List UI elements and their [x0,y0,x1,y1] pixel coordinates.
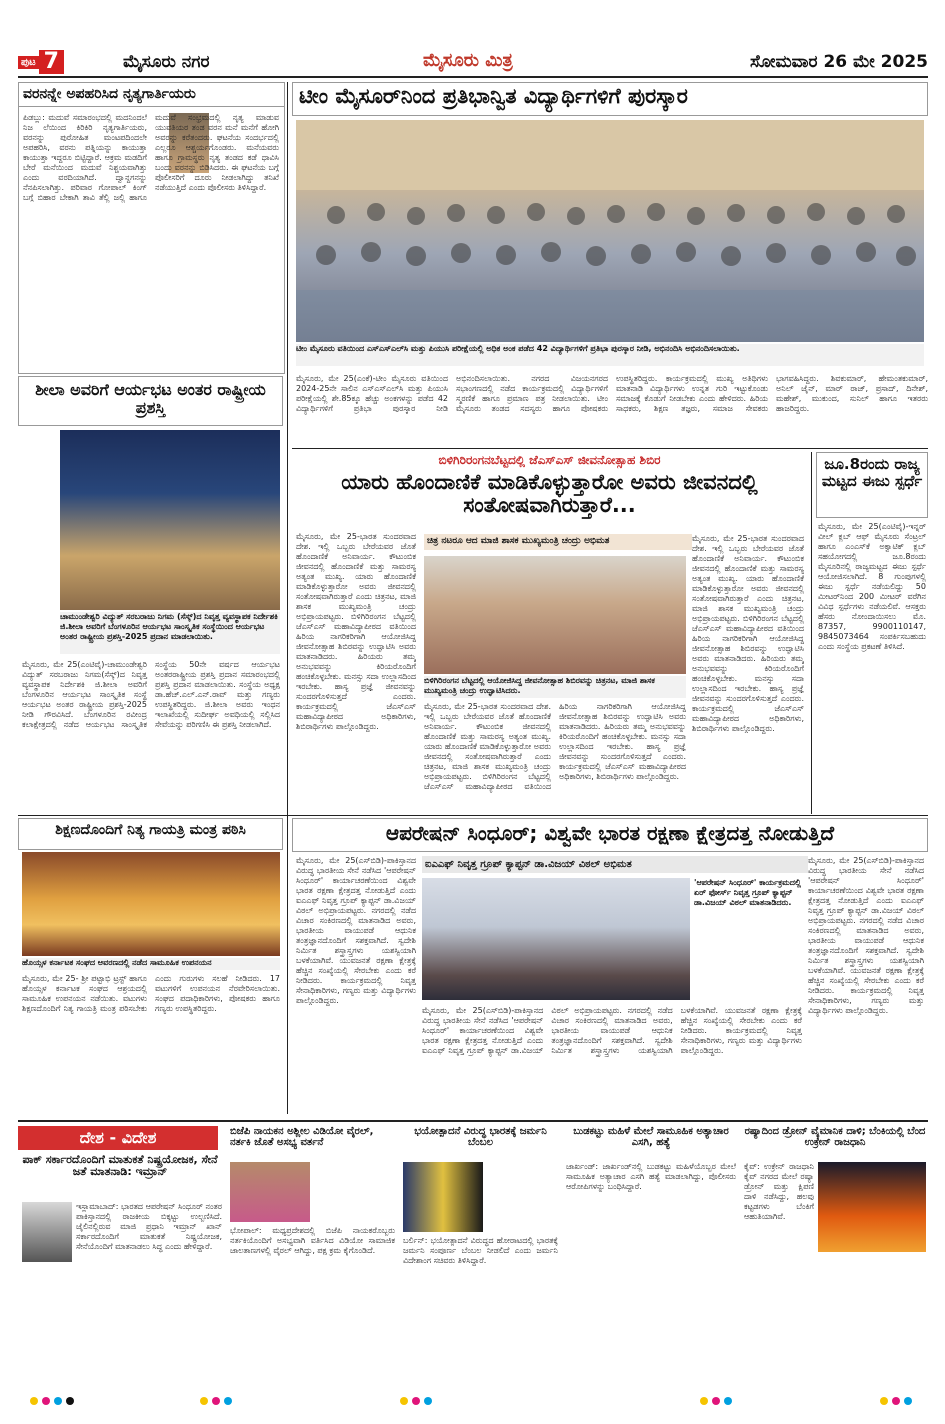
body-text-right: ಮೈಸೂರು, ಮೇ 25(ಎಸ್‌ಬಿಡಿ)-ಪಾಕಿಸ್ತಾನದ ವಿರುದ್ಧ ಭಾರತೀಯ ಸೇನೆ ನಡೆಸಿದ 'ಆಪರೇಷನ್‌ ಸಿಂಧೂರ್‌' ಕಾರ್ಯಾಚರಣೆಯಿಂದ ವಿಶ್ವವೇ ಭಾರತ ರಕ್ಷಣಾ ಕ್ಷೇತ್ರದತ್ತ ನೋಡುತ್ತಿದೆ ಎಂದು ಐಎಎಫ್‌ ನಿವೃತ್ತ ಗ್ರೂಪ್‌ ಕ್ಯಾಪ್ಟನ್‌ ಡಾ.ವಿಜಯ್‌ ವಿಠಲ್‌ ಅಭಿಪ್ರಾಯಪಟ್ಟರು. ನಗರದಲ್ಲಿ ನಡೆದ ವಿಚಾರ ಸಂಕಿರಣದಲ್ಲಿ ಮಾತನಾಡಿದ ಅವರು, ಭಾರತೀಯ ವಾಯುಪಡೆ ಆಧುನಿಕ ತಂತ್ರಜ್ಞಾನದೊಂದಿಗೆ ಸಶಕ್ತವಾಗಿದೆ. ಸ್ವದೇಶಿ ನಿರ್ಮಿತ ಶಸ್ತ್ರಾಸ್ತ್ರಗಳು ಯಶಸ್ವಿಯಾಗಿ ಬಳಕೆಯಾಗಿವೆ. ಯುವಜನತೆ ರಕ್ಷಣಾ ಕ್ಷೇತ್ರಕ್ಕೆ ಹೆಚ್ಚಿನ ಸಂಖ್ಯೆಯಲ್ಲಿ ಸೇರಬೇಕು ಎಂದು ಕರೆ ನೀಡಿದರು. ಕಾರ್ಯಕ್ರಮದಲ್ಲಿ ನಿವೃತ್ತ ಸೇನಾಧಿಕಾರಿಗಳು, ಗಣ್ಯರು ಮತ್ತು ವಿದ್ಯಾರ್ಥಿಗಳು ಪಾಲ್ಗೊಂಡಿದ್ದರು. [808,856,924,1015]
photo-caption: ಟೀಂ ಮೈಸೂರು ವತಿಯಿಂದ ಎಸ್‌ಎಸ್‌ಎಲ್‌ಸಿ ಮತ್ತು ಪಿಯುಸಿ ಪರೀಕ್ಷೆಯಲ್ಲಿ ಅಧಿಕ ಅಂಕ ಪಡೆದ 42 ವಿದ್ಯಾರ್ಥಿಗಳಿಗೆ ಪ್ರತಿಭಾ ಪುರಸ್ಕಾರ ನೀಡಿ, ಅಭಿನಂದಿಸಿ ಅಭಿನಂದಿಸಲಾಯಿತು. [296,344,924,366]
story-germany-headline: ಭಯೋತ್ಪಾದನೆ ವಿರುದ್ಧ ಭಾರತಕ್ಕೆ ಜರ್ಮನಿ ಬೆಂಬಲ [414,1126,547,1148]
registration-marks [0,1397,945,1407]
subtitle: ಚಿತ್ರ ನಟರೂ ಆದ ಮಾಜಿ ಶಾಸಕ ಮುಖ್ಯಮಂತ್ರಿ ಚಂದ್ರು ಅಭಿಮತ [424,534,692,550]
headline: ಯಾರು ಹೊಂದಾಣಿಕೆ ಮಾಡಿಕೊಳ್ಳುತ್ತಾರೋ ಅವರು ಜೀವನದಲ್ಲಿ ಸಂತೋಷವಾಗಿರುತ್ತಾರೆ... [341,470,758,518]
photo-caption: 'ಆಪರೇಷನ್‌ ಸಿಂಧೂರ್‌' ಕಾರ್ಯಕ್ರಮದಲ್ಲಿ ಏರ್‌ ಫೋರ್ಸ್‌ ನಿವೃತ್ತ ಗ್ರೂಪ್‌ ಕ್ಯಾಪ್ಟನ್‌ ಡಾ.ವಿಜಯ್‌ ವಿಠಲ್‌ ಮಾತನಾಡಿದರು. [694,878,802,1000]
story-pak-headline: ಪಾಕ್‌ ಸರ್ಕಾರದೊಂದಿಗೆ ಮಾತುಕತೆ ನಿಷ್ಪ್ರಯೋಜಕ, ಸೇನೆ ಜತೆ ಮಾತನಾಡಿ: ಇಮ್ರಾನ್‌ [22,1153,218,1179]
body-text-right: ಮೈಸೂರು, ಮೇ 25-ಭಾರತ ಸುಂದರವಾದ ದೇಶ. ಇಲ್ಲಿ ಒಬ್ಬರು ಬೇರೆಯವರ ಜೊತೆ ಹೊಂದಾಣಿಕೆ ಅನಿವಾರ್ಯ. ಕೌಟುಂಬಿಕ ಜೀವನದಲ್ಲಿ ಹೊಂದಾಣಿಕೆ ಮತ್ತು ಸಾಮರಸ್ಯ ಅತ್ಯಂತ ಮುಖ್ಯ. ಯಾರು ಹೊಂದಾಣಿಕೆ ಮಾಡಿಕೊಳ್ಳುತ್ತಾರೋ ಅವರು ಜೀವನದಲ್ಲಿ ಸಂತೋಷವಾಗಿರುತ್ತಾರೆ ಎಂದು ಚಿತ್ರನಟ, ಮಾಜಿ ಶಾಸಕ ಮುಖ್ಯಮಂತ್ರಿ ಚಂದ್ರು ಅಭಿಪ್ರಾಯಪಟ್ಟರು. ಬಿಳಿಗಿರಿರಂಗನ ಬೆಟ್ಟದಲ್ಲಿ ಜೆಎಸ್‌ಎಸ್‌ ಮಹಾವಿದ್ಯಾಪೀಠದ ವತಿಯಿಂದ ಹಿರಿಯ ನಾಗರಿಕರಿಗಾಗಿ ಆಯೋಜಿಸಿದ್ದ ಜೀವನೋತ್ಸಾಹ ಶಿಬಿರವನ್ನು ಉದ್ಘಾಟಿಸಿ ಅವರು ಮಾತನಾಡಿದರು. ಹಿರಿಯರು ತಮ್ಮ ಅನುಭವವನ್ನು ಕಿರಿಯರೊಂದಿಗೆ ಹಂಚಿಕೊಳ್ಳಬೇಕು. ಮನಸ್ಸು ಸದಾ ಉಲ್ಲಾಸದಿಂದ ಇರಬೇಕು. ಹಾಸ್ಯ ಪ್ರಜ್ಞೆ ಜೀವನವನ್ನು ಸುಂದರಗೊಳಿಸುತ್ತದೆ ಎಂದರು. ಕಾರ್ಯಕ್ರಮದಲ್ಲಿ ಜೆಎಸ್‌ಎಸ್‌ ಮಹಾವಿದ್ಯಾಪೀಠದ ಅಧಿಕಾರಿಗಳು, ಶಿಬಿರಾರ್ಥಿಗಳು ಪಾಲ್ಗೊಂಡಿದ್ದರು. [692,534,804,733]
story-operation-sindoor [292,818,928,1114]
ukraine-photo [818,1162,926,1252]
headline: ವರನನ್ನೇ ಅಪಹರಿಸಿದ ನೃತ್ಯಗಾರ್ತಿಯರು [19,83,284,107]
story-ukraine-headline: ರಷ್ಯಾದಿಂದ ಡ್ರೋನ್‌ ವೈಮಾನಿಕ ದಾಳಿ; ಬೆಂಕಿಯಲ್ಲಿ ಬೆಂದ ಉಕ್ರೇನ್‌ ರಾಜಧಾನಿ [744,1126,926,1148]
section-rule [292,448,928,449]
germany-photo [403,1162,483,1232]
headline: ಜೂ.8ರಂದು ರಾಜ್ಯ ಮಟ್ಟದ ಈಜು ಸ್ಪರ್ಧೆ [816,452,928,518]
story-germany-body: ಬರ್ಲಿನ್‌: ಭಯೋತ್ಪಾದನೆ ವಿರುದ್ಧದ ಹೋರಾಟದಲ್ಲಿ ಭಾರತಕ್ಕೆ ಜರ್ಮನಿ ಸಂಪೂರ್ಣ ಬೆಂಬಲ ನೀಡಲಿದೆ ಎಂದು ಜರ್ಮನಿ ವಿದೇಶಾಂಗ ಸಚಿವರು ತಿಳಿಸಿದ್ದಾರೆ. [403,1236,558,1265]
story-dancers [18,82,285,374]
headline: ಆಪರೇಷನ್‌ ಸಿಂಧೂರ್‌; ವಿಶ್ವವೇ ಭಾರತ ರಕ್ಷಣಾ ಕ್ಷೇತ್ರದತ್ತ ನೋಡುತ್ತಿದೆ [292,818,928,852]
story-tribal-body: ಜಾರ್ಖಂಡ್‌: ಜಾರ್ಖಂಡ್‌ನಲ್ಲಿ ಬುಡಕಟ್ಟು ಮಹಿಳೆಯೊಬ್ಬರ ಮೇಲೆ ಸಾಮೂಹಿಕ ಅತ್ಯಾಚಾರ ಎಸಗಿ ಹತ್ಯೆ ಮಾಡಲಾಗಿದ್ದು, ಪೊಲೀಸರು ಆರೋಪಿಗಳನ್ನು ಬಂಧಿಸಿದ್ದಾರೆ. [566,1162,736,1191]
photo-caption: ಬಿಳಿಗಿರಿರಂಗನ ಬೆಟ್ಟದಲ್ಲಿ ಆಯೋಜಿಸಿದ್ದ ಜೀವನೋತ್ಸಾಹ ಶಿಬಿರವನ್ನು ಚಿತ್ರನಟ, ಮಾಜಿ ಶಾಸಕ ಮುಖ್ಯಮಂತ್ರಿ ಚಂದ್ರು ಉದ್ಘಾಟಿಸಿದರು. [424,676,686,698]
group-photo-crowd [296,120,924,342]
story-jss-camp [292,452,807,814]
story-bjp-headline: ಬಿಜೆಪಿ ನಾಯಕನ ಅಶ್ಲೀಲ ವಿಡಿಯೋ ವೈರಲ್‌, ನರ್ತಕಿ ಜೊತೆ ಅಸಭ್ಯ ವರ್ತನೆ [230,1126,374,1148]
story-upanayana [18,818,283,1114]
seminar-photo [422,878,690,1000]
photo-caption: ಹೊಯ್ಸಳ ಕರ್ನಾಟಕ ಸಂಘದ ಆವರಣದಲ್ಲಿ ನಡೆದ ಸಾಮೂಹಿಕ ಉಪನಯನ [22,958,280,970]
section-label: ದೇಶ - ವಿದೇಶ [18,1126,218,1150]
inauguration-photo [424,556,686,674]
story-team-mysore [292,82,928,372]
group-photo [296,120,924,342]
headline: ಶಿಕ್ಷಣದೊಂದಿಗೆ ನಿತ್ಯ ಗಾಯತ್ರಿ ಮಂತ್ರ ಪಠಿಸಿ [18,818,283,850]
story-pak-body: ಇಸ್ಲಾಮಾಬಾದ್‌: ಭಾರತದ ಆಪರೇಷನ್‌ ಸಿಂಧೂರ್‌ ನಂತರ ಪಾಕಿಸ್ತಾನದಲ್ಲಿ ರಾಜಕೀಯ ಬಿಕ್ಕಟ್ಟು ಉಲ್ಬಣಿಸಿದೆ. ಜೈಲಿನಲ್ಲಿರುವ ಮಾಜಿ ಪ್ರಧಾನಿ ಇಮ್ರಾನ್‌ ಖಾನ್‌ ಸರ್ಕಾರದೊಂದಿಗೆ ಮಾತುಕತೆ ನಿಷ್ಪ್ರಯೋಜಕ, ಸೇನೆಯೊಂದಿಗೆ ಮಾತನಾಡಲು ಸಿದ್ಧ ಎಂದು ಹೇಳಿದ್ದಾರೆ. [76,1202,222,1251]
bjp-video-photo [230,1162,310,1222]
body-text: ಪಿಡಬ್ಲು: ಮದುವೆ ಸಮಾರಂಭದಲ್ಲಿ ಮದನಿಂದಲೆ ನಿಜ ಲೆಯಿಂದ ಕಿರಿಕಿರಿ ನೃತ್ಯಗಾರ್ತಿಯರು, ವರನನ್ನು ಪುರೋಹಿತ ಮಂಟಪದಿಂದಲೇ ಅಪಹರಿಸಿ, ವರನು ಪತ್ನಿಯನ್ನು ಕಾಯುತ್ತಾ ಕಾಯುತ್ತಾ ಇದ್ದರೂ ಬಿಟ್ಟಿದ್ದಾರೆ. ಆಕ್ರಮ ಮಡದಿಗೆ ಬೇರೆ ಮನೆಯಿಂದ ಮದುವೆ ನಿಶ್ಚಯವಾಗಿತ್ತು ಎಂದು ವರದಿಯಾಗಿದೆ. ದ್ವಾನ್ದಗನನ್ನು ನೆನಪಿಸಲಾಗಿತ್ತು. ಪರಿವಾರ ಗೋಪಾಲ್‌ ಕಿಂಗ್‌ ಬಗ್ಗೆ ಬಿಹಾರ ಬೇಕಾಗಿ ತಾವಿ ತೆಲ್ಲಿ ಜಲ್ಲಿ ಹಾಗೂ ಮದುವೆ ಸಂಭ್ರಮದಲ್ಲಿ ನೃತ್ಯ ಮಾಡುವ ಯುವತಿಯರ ತಂಡ ವರನ ಮನೆ ಮನೆಗೆ ಹೋಗಿ ಅವರನ್ನು ಕರೆತಂದರು. ಘಟನೆಯ ಸಂದರ್ಭದಲ್ಲಿ ಎಲ್ಲರೂ ಆಶ್ಚರ್ಯಗೊಂಡರು. ಮನೆಯವರು ಹಾಗೂ ಗ್ರಾಮಸ್ಥರು ನೃತ್ಯ ತಂಡದ ಕಡೆ ಧಾವಿಸಿ ಬಂದು ವರನನ್ನು ಬಿಡಿಸಿದರು. ಈ ಘಟನೆಯ ಬಗ್ಗೆ ಪೊಲೀಸರಿಗೆ ದೂರು ನೀಡಲಾಗಿದ್ದು ತನಿಖೆ ನಡೆಯುತ್ತಿದೆ ಎಂದು ಪೊಲೀಸರು ತಿಳಿಸಿದ್ದಾರೆ. [23,113,279,202]
page-number-box [18,50,108,74]
award-photo [60,430,280,610]
story-aryabhata-award [18,376,283,814]
section-rule [18,815,928,816]
story-swimming [816,452,928,814]
desha-videsha-section [18,1120,928,1392]
body-text-left: ಮೈಸೂರು, ಮೇ 25(ಎಸ್‌ಬಿಡಿ)-ಪಾಕಿಸ್ತಾನದ ವಿರುದ್ಧ ಭಾರತೀಯ ಸೇನೆ ನಡೆಸಿದ 'ಆಪರೇಷನ್‌ ಸಿಂಧೂರ್‌' ಕಾರ್ಯಾಚರಣೆಯಿಂದ ವಿಶ್ವವೇ ಭಾರತ ರಕ್ಷಣಾ ಕ್ಷೇತ್ರದತ್ತ ನೋಡುತ್ತಿದೆ ಎಂದು ಐಎಎಫ್‌ ನಿವೃತ್ತ ಗ್ರೂಪ್‌ ಕ್ಯಾಪ್ಟನ್‌ ಡಾ.ವಿಜಯ್‌ ವಿಠಲ್‌ ಅಭಿಪ್ರಾಯಪಟ್ಟರು. ನಗರದಲ್ಲಿ ನಡೆದ ವಿಚಾರ ಸಂಕಿರಣದಲ್ಲಿ ಮಾತನಾಡಿದ ಅವರು, ಭಾರತೀಯ ವಾಯುಪಡೆ ಆಧುನಿಕ ತಂತ್ರಜ್ಞಾನದೊಂದಿಗೆ ಸಶಕ್ತವಾಗಿದೆ. ಸ್ವದೇಶಿ ನಿರ್ಮಿತ ಶಸ್ತ್ರಾಸ್ತ್ರಗಳು ಯಶಸ್ವಿಯಾಗಿ ಬಳಕೆಯಾಗಿವೆ. ಯುವಜನತೆ ರಕ್ಷಣಾ ಕ್ಷೇತ್ರಕ್ಕೆ ಹೆಚ್ಚಿನ ಸಂಖ್ಯೆಯಲ್ಲಿ ಸೇರಬೇಕು ಎಂದು ಕರೆ ನೀಡಿದರು. ಕಾರ್ಯಕ್ರಮದಲ್ಲಿ ನಿವೃತ್ತ ಸೇನಾಧಿಕಾರಿಗಳು, ಗಣ್ಯರು ಮತ್ತು ವಿದ್ಯಾರ್ಥಿಗಳು ಪಾಲ್ಗೊಂಡಿದ್ದರು. [296,856,416,1005]
team-mysore-body: ಮೈಸೂರು, ಮೇ 25(ಎಂಕೆ)-ಟೀಂ ಮೈಸೂರು ವತಿಯಿಂದ 2024-25ನೇ ಸಾಲಿನ ಎಸ್‌ಎಸ್‌ಎಲ್‌ಸಿ ಮತ್ತು ಪಿಯುಸಿ ಪರೀಕ್ಷೆಯಲ್ಲಿ ಶೇ.85ಕ್ಕೂ ಹೆಚ್ಚು ಅಂಕಗಳನ್ನು ಪಡೆದ 42 ವಿದ್ಯಾರ್ಥಿಗಳಿಗೆ ಪ್ರತಿಭಾ ಪುರಸ್ಕಾರ ನೀಡಿ ಅಭಿನಂದಿಸಲಾಯಿತು. ನಗರದ ವಿಜಯನಗರದ ಸಭಾಂಗಣದಲ್ಲಿ ನಡೆದ ಕಾರ್ಯಕ್ರಮದಲ್ಲಿ ವಿದ್ಯಾರ್ಥಿಗಳಿಗೆ ಸ್ಮರಣಿಕೆ ಹಾಗೂ ಪ್ರಮಾಣ ಪತ್ರ ನೀಡಲಾಯಿತು. ಟೀಂ ಮೈಸೂರು ತಂಡದ ಸದಸ್ಯರು ಹಾಗೂ ಪೋಷಕರು ಉಪಸ್ಥಿತರಿದ್ದರು. ಕಾರ್ಯಕ್ರಮದಲ್ಲಿ ಮುಖ್ಯ ಅತಿಥಿಗಳು ಮಾತನಾಡಿ ವಿದ್ಯಾರ್ಥಿಗಳು ಉನ್ನತ ಗುರಿ ಇಟ್ಟುಕೊಂಡು ಸಮಾಜಕ್ಕೆ ಕೊಡುಗೆ ನೀಡಬೇಕು ಎಂದು ಹೇಳಿದರು. ಹಿರಿಯ ಸಾಧಕರು, ಶಿಕ್ಷಣ ತಜ್ಞರು, ಸಮಾಜ ಸೇವಕರು ಭಾಗವಹಿಸಿದ್ದರು. ಶಿವಕುಮಾರ್‌, ಹೇಮಂತಕುಮಾರ್‌, ಅನಿಲ್‌ ಜೈನ್‌, ಮಾರ್‌ ರಾಜ್‌, ಪ್ರಸಾದ್‌, ದಿನೇಶ್‌, ಮಹೇಶ್‌, ಮುಕುಂದ, ಸುನಿಲ್‌ ಹಾಗೂ ಇತರರು ಹಾಜರಿದ್ದರು. [296,374,928,413]
page-number: 7 [39,50,64,74]
imran-photo [22,1202,72,1262]
subtitle: ಐಎಎಫ್‌ ನಿವೃತ್ತ ಗ್ರೂಪ್‌ ಕ್ಯಾಪ್ಟನ್‌ ಡಾ.ವಿಜಯ್‌ ವಿಠಲ್‌ ಅಭಿಮತ [422,856,808,873]
headline: ಶೀಲಾ ಅವರಿಗೆ ಆರ್ಯಭಟ ಅಂತರ ರಾಷ್ಟ್ರೀಯ ಪ್ರಶಸ್ತಿ [18,376,283,426]
body-text-mid: ಮೈಸೂರು, ಮೇ 25-ಭಾರತ ಸುಂದರವಾದ ದೇಶ. ಇಲ್ಲಿ ಒಬ್ಬರು ಬೇರೆಯವರ ಜೊತೆ ಹೊಂದಾಣಿಕೆ ಅನಿವಾರ್ಯ. ಕೌಟುಂಬಿಕ ಜೀವನದಲ್ಲಿ ಹೊಂದಾಣಿಕೆ ಮತ್ತು ಸಾಮರಸ್ಯ ಅತ್ಯಂತ ಮುಖ್ಯ. ಯಾರು ಹೊಂದಾಣಿಕೆ ಮಾಡಿಕೊಳ್ಳುತ್ತಾರೋ ಅವರು ಜೀವನದಲ್ಲಿ ಸಂತೋಷವಾಗಿರುತ್ತಾರೆ ಎಂದು ಚಿತ್ರನಟ, ಮಾಜಿ ಶಾಸಕ ಮುಖ್ಯಮಂತ್ರಿ ಚಂದ್ರು ಅಭಿಪ್ರಾಯಪಟ್ಟರು. ಬಿಳಿಗಿರಿರಂಗನ ಬೆಟ್ಟದಲ್ಲಿ ಜೆಎಸ್‌ಎಸ್‌ ಮಹಾವಿದ್ಯಾಪೀಠದ ವತಿಯಿಂದ ಹಿರಿಯ ನಾಗರಿಕರಿಗಾಗಿ ಆಯೋಜಿಸಿದ್ದ ಜೀವನೋತ್ಸಾಹ ಶಿಬಿರವನ್ನು ಉದ್ಘಾಟಿಸಿ ಅವರು ಮಾತನಾಡಿದರು. ಹಿರಿಯರು ತಮ್ಮ ಅನುಭವವನ್ನು ಕಿರಿಯರೊಂದಿಗೆ ಹಂಚಿಕೊಳ್ಳಬೇಕು. ಮನಸ್ಸು ಸದಾ ಉಲ್ಲಾಸದಿಂದ ಇರಬೇಕು. ಹಾಸ್ಯ ಪ್ರಜ್ಞೆ ಜೀವನವನ್ನು ಸುಂದರಗೊಳಿಸುತ್ತದೆ ಎಂದರು. ಕಾರ್ಯಕ್ರಮದಲ್ಲಿ ಜೆಎಸ್‌ಎಸ್‌ ಮಹಾವಿದ್ಯಾಪೀಠದ ಅಧಿಕಾರಿಗಳು, ಶಿಬಿರಾರ್ಥಿಗಳು ಪಾಲ್ಗೊಂಡಿದ್ದರು. [424,702,686,791]
upanayana-photo [22,852,280,956]
story-tribal-headline: ಬುಡಕಟ್ಟು ಮಹಿಳೆ ಮೇಲೆ ಸಾಮೂಹಿಕ ಅತ್ಯಾಚಾರ ಎಸಗಿ, ಹತ್ಯೆ [573,1126,729,1148]
paper-name: ಮೈಸೂರು ಮಿತ್ರ [423,50,513,71]
kicker: ಬಿಳಿಗಿರಿರಂಗನಬೆಟ್ಟದಲ್ಲಿ ಜೆಎಸ್‌ಎಸ್‌ ಜೀವನೋತ್ಸಾಹ ಶಿಬಿರ [438,453,661,467]
page-label: ಪುಟ [18,56,39,69]
body-text-mid: ಮೈಸೂರು, ಮೇ 25(ಎಸ್‌ಬಿಡಿ)-ಪಾಕಿಸ್ತಾನದ ವಿರುದ್ಧ ಭಾರತೀಯ ಸೇನೆ ನಡೆಸಿದ 'ಆಪರೇಷನ್‌ ಸಿಂಧೂರ್‌' ಕಾರ್ಯಾಚರಣೆಯಿಂದ ವಿಶ್ವವೇ ಭಾರತ ರಕ್ಷಣಾ ಕ್ಷೇತ್ರದತ್ತ ನೋಡುತ್ತಿದೆ ಎಂದು ಐಎಎಫ್‌ ನಿವೃತ್ತ ಗ್ರೂಪ್‌ ಕ್ಯಾಪ್ಟನ್‌ ಡಾ.ವಿಜಯ್‌ ವಿಠಲ್‌ ಅಭಿಪ್ರಾಯಪಟ್ಟರು. ನಗರದಲ್ಲಿ ನಡೆದ ವಿಚಾರ ಸಂಕಿರಣದಲ್ಲಿ ಮಾತನಾಡಿದ ಅವರು, ಭಾರತೀಯ ವಾಯುಪಡೆ ಆಧುನಿಕ ತಂತ್ರಜ್ಞಾನದೊಂದಿಗೆ ಸಶಕ್ತವಾಗಿದೆ. ಸ್ವದೇಶಿ ನಿರ್ಮಿತ ಶಸ್ತ್ರಾಸ್ತ್ರಗಳು ಯಶಸ್ವಿಯಾಗಿ ಬಳಕೆಯಾಗಿವೆ. ಯುವಜನತೆ ರಕ್ಷಣಾ ಕ್ಷೇತ್ರಕ್ಕೆ ಹೆಚ್ಚಿನ ಸಂಖ್ಯೆಯಲ್ಲಿ ಸೇರಬೇಕು ಎಂದು ಕರೆ ನೀಡಿದರು. ಕಾರ್ಯಕ್ರಮದಲ್ಲಿ ನಿವೃತ್ತ ಸೇನಾಧಿಕಾರಿಗಳು, ಗಣ್ಯರು ಮತ್ತು ವಿದ್ಯಾರ್ಥಿಗಳು ಪಾಲ್ಗೊಂಡಿದ್ದರು. [422,1006,802,1055]
headline: ಟೀಂ ಮೈಸೂರ್‌ನಿಂದ ಪ್ರತಿಭಾನ್ವಿತ ವಿದ್ಯಾರ್ಥಿಗಳಿಗೆ ಪುರಸ್ಕಾರ [292,82,928,116]
story-bjp-body: ಭೋಪಾಲ್‌: ಮಧ್ಯಪ್ರದೇಶದಲ್ಲಿ ಬಿಜೆಪಿ ನಾಯಕರೊಬ್ಬರು ನರ್ತಕಿಯೊಂದಿಗೆ ಅಸಭ್ಯವಾಗಿ ವರ್ತಿಸಿದ ವಿಡಿಯೋ ಸಾಮಾಜಿಕ ಜಾಲತಾಣಗಳಲ್ಲಿ ವೈರಲ್‌ ಆಗಿದ್ದು, ಪಕ್ಷ ಕ್ರಮ ಕೈಗೊಂಡಿದೆ. [230,1226,395,1255]
body-text: ಮೈಸೂರು, ಮೇ 25(ಎಂಟಿವೈ)-ಚಾಮುಂಡೇಶ್ವರಿ ವಿದ್ಯುತ್‌ ಸರಬರಾಜು ನಿಗಮ(ಸೆಸ್ಕ್‌)ದ ನಿವೃತ್ತ ವ್ಯವಸ್ಥಾಪಕ ನಿರ್ದೇಶಕಿ ಜಿ.ಶೀಲಾ ಅವರಿಗೆ ಬೆಂಗಳೂರಿನ ಆರ್ಯಭಟ ಸಾಂಸ್ಕೃತಿಕ ಸಂಸ್ಥೆ ಆರ್ಯಭಟ ಅಂತರ ರಾಷ್ಟ್ರೀಯ ಪ್ರಶಸ್ತಿ-2025 ನೀಡಿ ಗೌರವಿಸಿದೆ. ಬೆಂಗಳೂರಿನ ರವೀಂದ್ರ ಕಲಾಕ್ಷೇತ್ರದಲ್ಲಿ ನಡೆದ ಆರ್ಯಭಟ ಸಾಂಸ್ಕೃತಿಕ ಸಂಸ್ಥೆಯ 50ನೇ ವರ್ಷದ ಆರ್ಯಭಟ ಅಂತರರಾಷ್ಟ್ರೀಯ ಪ್ರಶಸ್ತಿ ಪ್ರದಾನ ಸಮಾರಂಭದಲ್ಲಿ ಪ್ರಶಸ್ತಿ ಪ್ರದಾನ ಮಾಡಲಾಯಿತು. ಸಂಸ್ಥೆಯ ಅಧ್ಯಕ್ಷ ಡಾ.ಹೆಚ್‌.ಎಲ್‌.ಎನ್‌.ರಾವ್‌ ಮತ್ತು ಗಣ್ಯರು ಉಪಸ್ಥಿತರಿದ್ದರು. ಜಿ.ಶೀಲಾ ಅವರು ಇಂಧನ ಇಲಾಖೆಯಲ್ಲಿ ಸುದೀರ್ಘ ಅವಧಿಯಲ್ಲಿ ಸಲ್ಲಿಸಿದ ಸೇವೆಯನ್ನು ಪರಿಗಣಿಸಿ ಈ ಪ್ರಶಸ್ತಿ ನೀಡಲಾಗಿದೆ. [22,660,280,729]
body-text: ಮೈಸೂರು, ಮೇ 25(ಎಂಟಿವೈ)-ಇನ್ನರ್‌ ವೀಲ್‌ ಕ್ಲಬ್‌ ಆಫ್‌ ಮೈಸೂರು ಸೆಂಟ್ರಲ್‌ ಹಾಗೂ ಎಂಎಸ್‌ಕೆ ಅಕ್ವಾಟಿಕ್‌ ಕ್ಲಬ್‌ ಸಹಯೋಗದಲ್ಲಿ ಜೂ.8ರಂದು ಮೈಸೂರಿನಲ್ಲಿ ರಾಜ್ಯಮಟ್ಟದ ಈಜು ಸ್ಪರ್ಧೆ ಆಯೋಜಿಸಲಾಗಿದೆ. 8 ಗುಂಪುಗಳಲ್ಲಿ ಈಜು ಸ್ಪರ್ಧೆ ನಡೆಯಲಿದ್ದು 50 ಮೀಟರ್‌ನಿಂದ 200 ಮೀಟರ್‌ ವರೆಗಿನ ವಿವಿಧ ಸ್ಪರ್ಧೆಗಳು ನಡೆಯಲಿವೆ. ಆಸಕ್ತರು ಹೆಸರು ನೋಂದಾಯಿಸಲು ಮೊ. 87357, 9900110147, 9845073464 ಸಂಪರ್ಕಿಸಬಹುದು ಎಂದು ಸಂಸ್ಥೆಯ ಪ್ರಕಟಣೆ ತಿಳಿಸಿದೆ. [818,522,926,651]
issue-date: ಸೋಮವಾರ 26 ಮೇ 2025 [750,52,928,72]
story-ukraine-body: ಕೈವ್‌: ಉಕ್ರೇನ್‌ ರಾಜಧಾನಿ ಕೈವ್‌ ನಗರದ ಮೇಲೆ ರಷ್ಯಾ ಡ್ರೋನ್‌ ಮತ್ತು ಕ್ಷಿಪಣಿ ದಾಳಿ ನಡೆಸಿದ್ದು, ಹಲವು ಕಟ್ಟಡಗಳು ಬೆಂಕಿಗೆ ಆಹುತಿಯಾಗಿವೆ. [744,1162,814,1221]
photo-caption: ಚಾಮುಂಡೇಶ್ವರಿ ವಿದ್ಯುತ್‌ ಸರಬರಾಜು ನಿಗಮ (ಸೆಸ್ಕ್‌)ದ ನಿವೃತ್ತ ವ್ಯವಸ್ಥಾಪಕ ನಿರ್ದೇಶಕಿ ಜಿ.ಶೀಲಾ ಅವರಿಗೆ ಬೆಂಗಳೂರಿನ ಆರ್ಯಭಟ ಸಾಂಸ್ಕೃತಿಕ ಸಂಸ್ಥೆಯಿಂದ ಆರ್ಯಭಟ ಅಂತರ ರಾಷ್ಟ್ರೀಯ ಪ್ರಶಸ್ತಿ-2025 ಪ್ರದಾನ ಮಾಡಲಾಯಿತು. [60,612,280,654]
column-rule [287,82,288,1114]
masthead [18,48,928,78]
body-text-left: ಮೈಸೂರು, ಮೇ 25-ಭಾರತ ಸುಂದರವಾದ ದೇಶ. ಇಲ್ಲಿ ಒಬ್ಬರು ಬೇರೆಯವರ ಜೊತೆ ಹೊಂದಾಣಿಕೆ ಅನಿವಾರ್ಯ. ಕೌಟುಂಬಿಕ ಜೀವನದಲ್ಲಿ ಹೊಂದಾಣಿಕೆ ಮತ್ತು ಸಾಮರಸ್ಯ ಅತ್ಯಂತ ಮುಖ್ಯ. ಯಾರು ಹೊಂದಾಣಿಕೆ ಮಾಡಿಕೊಳ್ಳುತ್ತಾರೋ ಅವರು ಜೀವನದಲ್ಲಿ ಸಂತೋಷವಾಗಿರುತ್ತಾರೆ ಎಂದು ಚಿತ್ರನಟ, ಮಾಜಿ ಶಾಸಕ ಮುಖ್ಯಮಂತ್ರಿ ಚಂದ್ರು ಅಭಿಪ್ರಾಯಪಟ್ಟರು. ಬಿಳಿಗಿರಿರಂಗನ ಬೆಟ್ಟದಲ್ಲಿ ಜೆಎಸ್‌ಎಸ್‌ ಮಹಾವಿದ್ಯಾಪೀಠದ ವತಿಯಿಂದ ಹಿರಿಯ ನಾಗರಿಕರಿಗಾಗಿ ಆಯೋಜಿಸಿದ್ದ ಜೀವನೋತ್ಸಾಹ ಶಿಬಿರವನ್ನು ಉದ್ಘಾಟಿಸಿ ಅವರು ಮಾತನಾಡಿದರು. ಹಿರಿಯರು ತಮ್ಮ ಅನುಭವವನ್ನು ಕಿರಿಯರೊಂದಿಗೆ ಹಂಚಿಕೊಳ್ಳಬೇಕು. ಮನಸ್ಸು ಸದಾ ಉಲ್ಲಾಸದಿಂದ ಇರಬೇಕು. ಹಾಸ್ಯ ಪ್ರಜ್ಞೆ ಜೀವನವನ್ನು ಸುಂದರಗೊಳಿಸುತ್ತದೆ ಎಂದರು. ಕಾರ್ಯಕ್ರಮದಲ್ಲಿ ಜೆಎಸ್‌ಎಸ್‌ ಮಹಾವಿದ್ಯಾಪೀಠದ ಅಧಿಕಾರಿಗಳು, ಶಿಬಿರಾರ್ಥಿಗಳು ಪಾಲ್ಗೊಂಡಿದ್ದರು. [296,532,416,731]
column-rule [811,452,812,814]
section-title: ಮೈಸೂರು ನಗರ [123,52,210,72]
body-text: ಮೈಸೂರು, ಮೇ 25- ಶ್ರೀ ಪಟ್ಟಾಭಿ ಟ್ರಸ್ಟ್‌ ಹಾಗೂ ಹೊಯ್ಸಳ ಕರ್ನಾಟಕ ಸಂಘದ ಆಶ್ರಯದಲ್ಲಿ ಸಾಮೂಹಿಕ ಉಪನಯನ ನಡೆಯಿತು. ವಟುಗಳು ಶಿಕ್ಷಣದೊಂದಿಗೆ ನಿತ್ಯ ಗಾಯತ್ರಿ ಮಂತ್ರ ಪಠಿಸಬೇಕು ಎಂದು ಗುರುಗಳು ಸಲಹೆ ನೀಡಿದರು. 17 ವಟುಗಳಿಗೆ ಉಪನಯನ ನೆರವೇರಿಸಲಾಯಿತು. ಸಂಘದ ಪದಾಧಿಕಾರಿಗಳು, ಪೋಷಕರು ಹಾಗೂ ಗಣ್ಯರು ಉಪಸ್ಥಿತರಿದ್ದರು. [22,974,280,1013]
